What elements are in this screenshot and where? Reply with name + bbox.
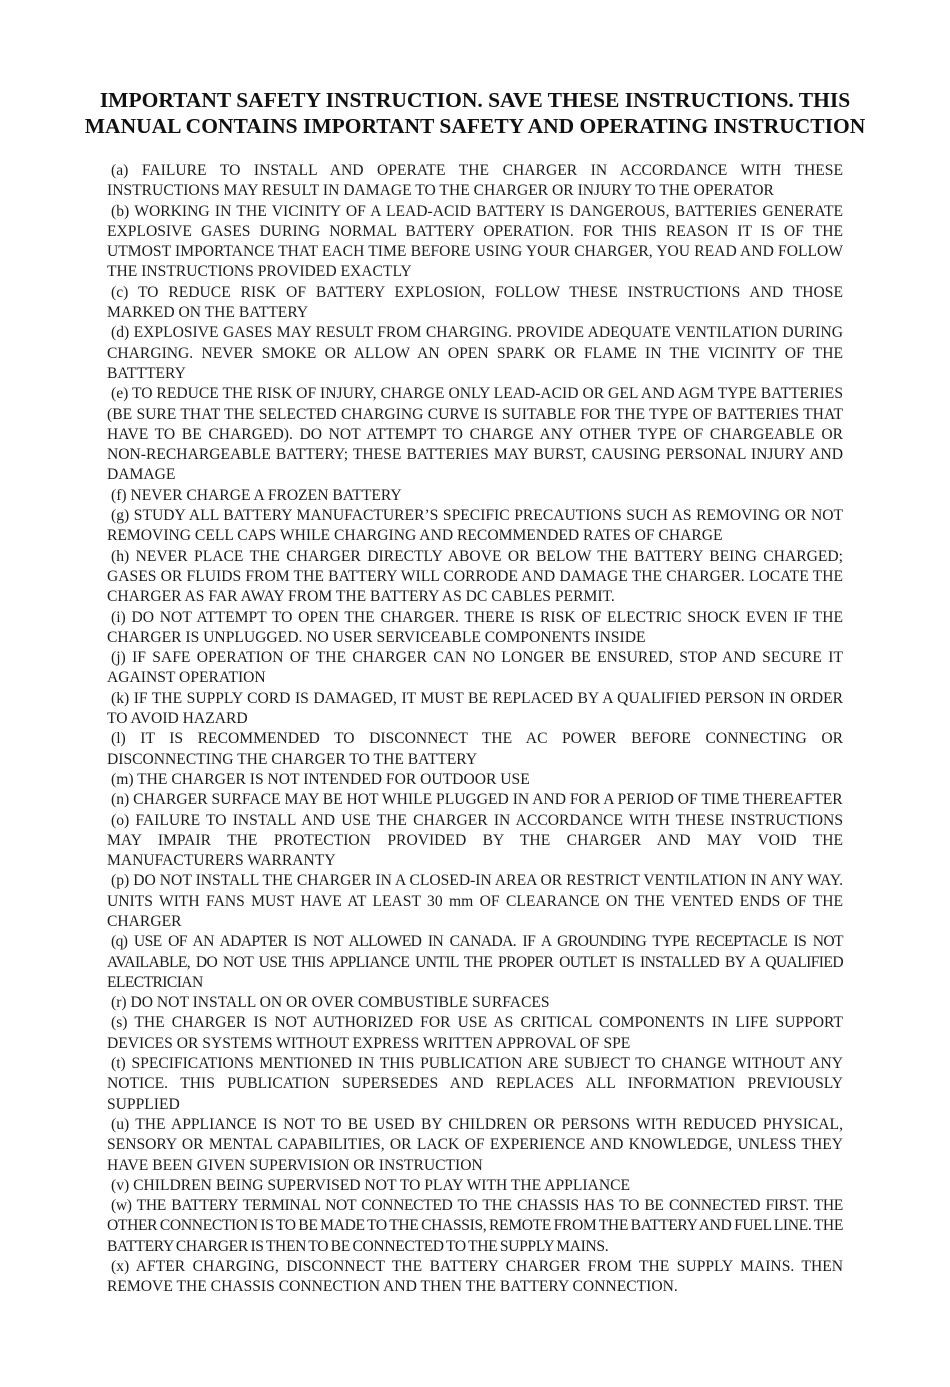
title-line-2: MANUAL CONTAINS IMPORTANT SAFETY AND OPERATING INSTRUCTION [84,114,866,138]
instruction-label: (e) [111,385,129,403]
instruction-label: (p) [111,872,130,890]
instruction-item [107,729,843,770]
instruction-item [107,1054,843,1115]
instruction-text: STUDY ALL BATTERY MANUFACTURER’S SPECIFIC PRECAUTIONS SUCH AS REMOVING OR NOT REMOVING CELL CAPS WHILE CHARGING AND RECOMMENDED RATES OF CHARGE [107,507,843,545]
instruction-label: (r) [111,994,127,1012]
instruction-text: THE APPLIANCE IS NOT TO BE USED BY CHILDREN OR PERSONS WITH REDUCED PHYSICAL, SENSORY OR MENTAL CAPABILITIES, OR LACK OF EXPERIENCE AND KNOWLEDGE, UNLESS THEY HAVE BEEN GIVEN SUPERVISION OR INSTRUCTION [107,1115,843,1174]
instruction-text: DO NOT INSTALL THE CHARGER IN A CLOSED-IN AREA OR RESTRICT VENTILATION IN ANY WAY. UNITS WITH FANS MUST HAVE AT LEAST 30 mm OF CLEARANCE ON THE VENTED ENDS OF THE CHARGER [107,872,843,930]
instruction-item [107,1257,843,1298]
instruction-label: (h) [111,547,130,565]
instruction-text: TO REDUCE RISK OF BATTERY EXPLOSION, FOLLOW THESE INSTRUCTIONS AND THOSE MARKED ON THE BATTERY [107,283,843,322]
instruction-text: THE BATTERY TERMINAL NOT CONNECTED TO THE CHASSIS HAS TO BE CONNECTED FIRST. THE OTHER CONNECTION IS TO BE MADE TO THE CHASSIS, REMOTE FROM THE BATTERY AND FUEL LINE. THE BATTERY CHARGER IS THEN TO BE CONNECTED TO THE SUPPLY MAINS. [107,1197,843,1255]
instruction-label: (t) [111,1055,126,1073]
instruction-label: (a) [111,162,129,179]
instruction-item [107,202,843,283]
instruction-item [107,283,843,324]
instruction-label: (d) [111,324,130,342]
instruction-item [107,1115,843,1176]
instruction-label: (f) [111,486,127,504]
instruction-item [107,689,843,730]
instruction-item [107,608,843,649]
instruction-text: CHILDREN BEING SUPERVISED NOT TO PLAY WITH THE APPLIANCE [133,1176,631,1194]
instruction-item [107,993,843,1013]
page-title [40,87,910,139]
instruction-text: TO REDUCE THE RISK OF INJURY, CHARGE ONLY LEAD-ACID OR GEL AND AGM TYPE BATTERIES (BE SURE THAT THE SELECTED CHARGING CURVE IS SUITABLE FOR THE TYPE OF BATTERIES THAT HAVE TO BE CHARGED). DO NOT ATTEMPT TO CHARGE ANY OTHER TYPE OF CHARGEABLE OR NON-RECHARGEABLE BATTERY; THESE BATTERIES MAY BURST, CAUSING PERSONAL INJURY AND DAMAGE [107,385,844,484]
instruction-text: IT IS RECOMMENDED TO DISCONNECT THE AC POWER BEFORE CONNECTING OR DISCONNECTING THE CHARGER TO THE BATTERY [107,730,843,768]
instruction-label: (j) [111,649,126,667]
instruction-item [107,811,843,872]
instruction-label: (x) [111,1258,130,1276]
instruction-label: (c) [111,283,129,301]
instruction-label: (b) [111,202,130,220]
instruction-item [107,871,843,932]
instruction-item [107,506,843,547]
instruction-text: IF THE SUPPLY CORD IS DAMAGED, IT MUST BE REPLACED BY A QUALIFIED PERSON IN ORDER TO AVOID HAZARD [107,689,843,728]
instruction-label: (s) [111,1014,128,1032]
instruction-label: (g) [111,507,130,525]
instruction-label: (n) [111,791,130,809]
instruction-label: (v) [111,1176,130,1194]
instruction-label: (l) [111,730,126,748]
instruction-item [107,790,843,810]
instruction-item [107,648,843,689]
instruction-text: FAILURE TO INSTALL AND USE THE CHARGER IN ACCORDANCE WITH THESE INSTRUCTIONS MAY IMPAIR THE PROTECTION PROVIDED BY THE CHARGER AND MAY VOID THE MANUFACTURERS WARRANTY [107,811,843,870]
instruction-label: (o) [111,811,130,829]
instruction-text: AFTER CHARGING, DISCONNECT THE BATTERY CHARGER FROM THE SUPPLY MAINS. THEN REMOVE THE CHASSIS CONNECTION AND THEN THE BATTERY CONNECTION. [107,1258,843,1296]
safety-instructions-list [107,161,843,1298]
instruction-text: FAILURE TO INSTALL AND OPERATE THE CHARGER IN ACCORDANCE WITH THESE INSTRUCTIONS MAY RESULT IN DAMAGE TO THE CHARGER OR INJURY TO THE OPERATOR [107,162,843,200]
instruction-text: THE CHARGER IS NOT INTENDED FOR OUTDOOR USE [137,770,530,788]
instruction-label: (m) [111,770,134,788]
instruction-item [107,384,843,485]
instruction-label: (i) [111,608,126,626]
instruction-label: (u) [111,1115,130,1133]
instruction-text: CHARGER SURFACE MAY BE HOT WHILE PLUGGED IN AND FOR A PERIOD OF TIME THEREAFTER [133,791,843,809]
instruction-text: EXPLOSIVE GASES MAY RESULT FROM CHARGING. PROVIDE ADEQUATE VENTILATION DURING CHARGING. NEVER SMOKE OR ALLOW AN OPEN SPARK OR FLAME IN THE VICINITY OF THE BATTTERY [107,324,844,382]
instruction-item [107,323,843,384]
instruction-text: DO NOT INSTALL ON OR OVER COMBUSTIBLE SURFACES [130,994,550,1012]
instruction-text: NEVER CHARGE A FROZEN BATTERY [130,486,402,504]
instruction-item [107,547,843,608]
instruction-item [107,161,843,202]
instruction-item [107,1176,843,1196]
title-line-1: IMPORTANT SAFETY INSTRUCTION. SAVE THESE INSTRUCTIONS. THIS [99,88,851,112]
instruction-label: (q) [111,933,128,951]
instruction-text: NEVER PLACE THE CHARGER DIRECTLY ABOVE OR BELOW THE BATTERY BEING CHARGED; GASES OR FLUIDS FROM THE BATTERY WILL CORRODE AND DAMAGE THE CHARGER. LOCATE THE CHARGER AS FAR AWAY FROM THE BATTERY AS DC CABLES PERMIT. [107,547,843,606]
instruction-label: (k) [111,689,130,707]
instruction-text: THE CHARGER IS NOT AUTHORIZED FOR USE AS CRITICAL COMPONENTS IN LIFE SUPPORT DEVICES OR SYSTEMS WITHOUT EXPRESS WRITTEN APPROVAL OF SPE [107,1014,843,1052]
instruction-text: IF SAFE OPERATION OF THE CHARGER CAN NO LONGER BE ENSURED, STOP AND SECURE IT AGAINST OPERATION [107,649,843,687]
instruction-text: USE OF AN ADAPTER IS NOT ALLOWED IN CANADA. IF A GROUNDING TYPE RECEPTACLE IS NOT AVAILABLE, DO NOT USE THIS APPLIANCE UNTIL THE PROPER OUTLET IS INSTALLED BY A QUALIFIED ELECTRICIAN [107,933,843,991]
instruction-item [107,932,843,993]
instruction-item [107,770,843,790]
unit-mm: mm [449,892,474,910]
instruction-label: (w) [111,1197,132,1215]
instruction-text: WORKING IN THE VICINITY OF A LEAD-ACID BATTERY IS DANGEROUS, BATTERIES GENERATE EXPLOSIVE GASES DURING NORMAL BATTERY OPERATION. FOR THIS REASON IT IS OF THE UTMOST IMPORTANCE THAT EACH TIME BEFORE USING YOUR CHARGER, YOU READ AND FOLLOW THE INSTRUCTIONS PROVIDED EXACTLY [107,202,843,281]
instruction-item [107,1013,843,1054]
instruction-text: DO NOT ATTEMPT TO OPEN THE CHARGER. THERE IS RISK OF ELECTRIC SHOCK EVEN IF THE CHARGER IS UNPLUGGED. NO USER SERVICEABLE COMPONENTS INSIDE [107,608,843,646]
instruction-item [107,1196,843,1257]
instruction-item [107,486,843,506]
instruction-text: SPECIFICATIONS MENTIONED IN THIS PUBLICATION ARE SUBJECT TO CHANGE WITHOUT ANY NOTICE. THIS PUBLICATION SUPERSEDES AND REPLACES ALL INFORMATION PREVIOUSLY SUPPLIED [107,1055,843,1113]
